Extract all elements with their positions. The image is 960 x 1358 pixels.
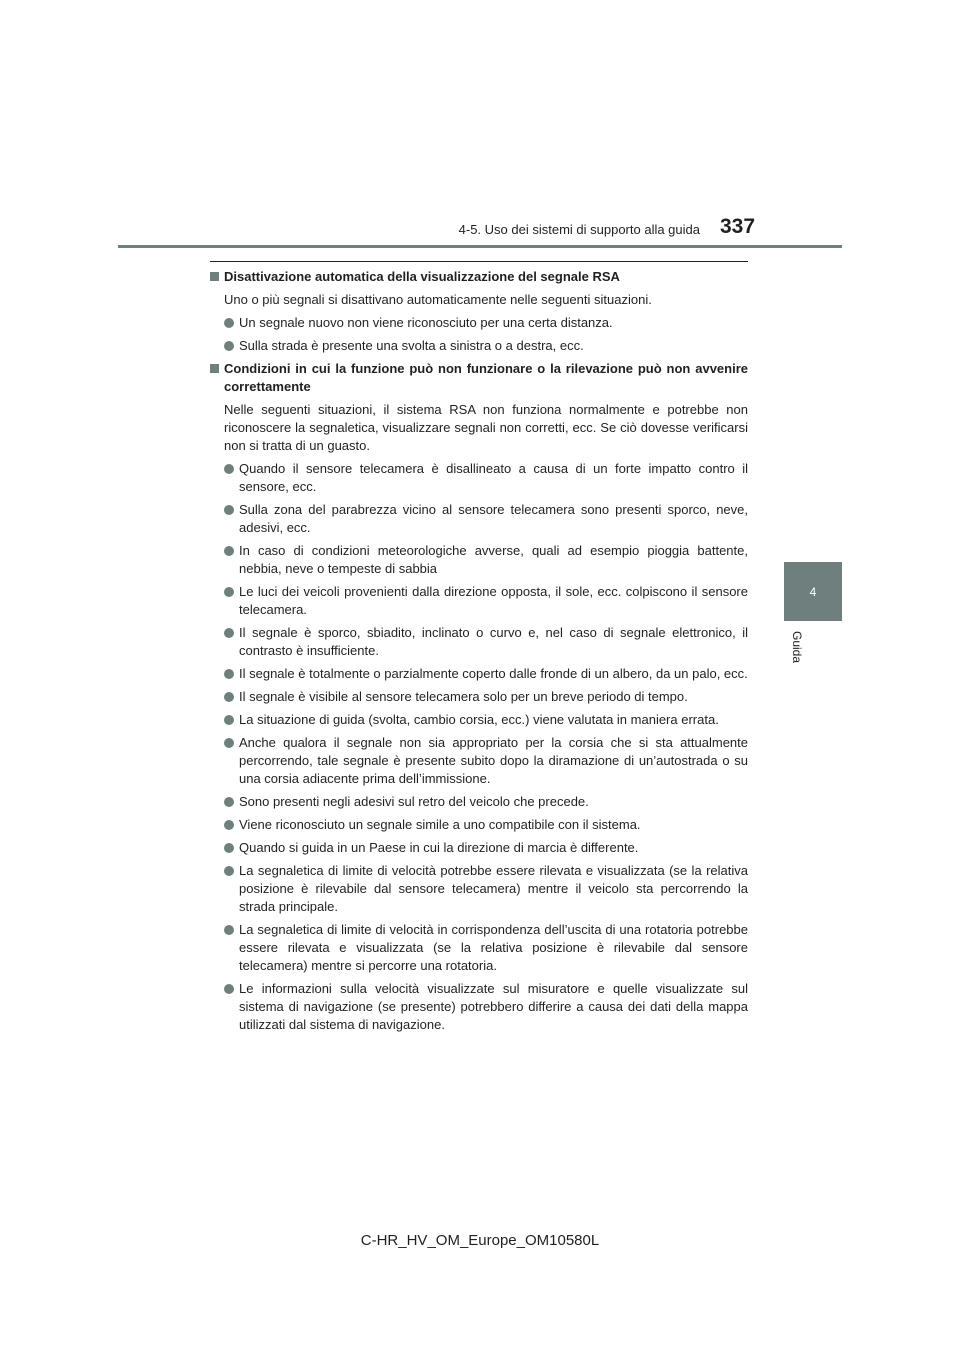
list-item-text: La situazione di guida (svolta, cambio corsia, ecc.) viene valutata in maniera errata.: [239, 712, 719, 727]
chapter-tab[interactable]: [784, 562, 842, 621]
list-item-text: Anche qualora il segnale non sia appropriato per la corsia che si sta attualmente percorrendo, tale segnale è presente subito dopo la diramazione di un’autostrada o su una corsia adiacente prima dell’immissione.: [239, 735, 748, 786]
round-bullet-icon: [224, 925, 234, 935]
list-item-text: Il segnale è totalmente o parzialmente coperto dalle fronde di un albero, da un palo, ecc.: [239, 666, 748, 681]
square-bullet-icon: [210, 364, 219, 373]
list-item-text: La segnaletica di limite di velocità in corrispondenza dell’uscita di una rotatoria potrebbe essere rilevata e visualizzata (se la relativa posizione è rilevabile dal sensore telecamera) mentre si percorre una rotatoria.: [239, 922, 748, 973]
section-heading-text: Disattivazione automatica della visualizzazione del segnale RSA: [224, 269, 620, 284]
round-bullet-icon: [224, 866, 234, 876]
list-item: [210, 337, 748, 355]
round-bullet-icon: [224, 546, 234, 556]
chapter-label: Guida: [790, 630, 804, 664]
round-bullet-icon: [224, 797, 234, 807]
list-item-text: Sulla zona del parabrezza vicino al sensore telecamera sono presenti sporco, neve, adesivi, ecc.: [239, 502, 748, 535]
header-divider: [118, 245, 842, 248]
list-item-text: Il segnale è sporco, sbiadito, inclinato o curvo e, nel caso di segnale elettronico, il contrasto è insufficiente.: [239, 625, 748, 658]
round-bullet-icon: [224, 715, 234, 725]
list-item: [210, 734, 748, 788]
content-top-divider: [210, 261, 748, 262]
section-intro: Uno o più segnali si disattivano automaticamente nelle seguenti situazioni.: [224, 292, 652, 307]
list-item: [210, 665, 748, 683]
list-item-text: Le luci dei veicoli provenienti dalla direzione opposta, il sole, ecc. colpiscono il sensore telecamera.: [239, 584, 748, 617]
list-item: [210, 711, 748, 729]
list-item: [210, 862, 748, 916]
list-item-text: Sulla strada è presente una svolta a sinistra o a destra, ecc.: [239, 338, 584, 353]
list-item-text: In caso di condizioni meteorologiche avverse, quali ad esempio pioggia battente, nebbia, neve o tempeste di sabbia: [239, 543, 748, 576]
round-bullet-icon: [224, 820, 234, 830]
page-number: 337: [720, 215, 756, 238]
list-item: [210, 816, 748, 834]
chapter-label-container: [782, 622, 812, 672]
list-item-text: La segnaletica di limite di velocità potrebbe essere rilevata e visualizzata (se la relativa posizione è rilevabile dal sensore telecamera) mentre il veicolo sta percorrendo la strada principale.: [239, 863, 748, 914]
list-item: [210, 583, 748, 619]
round-bullet-icon: [224, 738, 234, 748]
round-bullet-icon: [224, 587, 234, 597]
square-bullet-icon: [210, 272, 219, 281]
list-item: [210, 314, 748, 332]
list-item: [210, 839, 748, 857]
list-item: [210, 624, 748, 660]
round-bullet-icon: [224, 318, 234, 328]
list-item: [210, 980, 748, 1034]
round-bullet-icon: [224, 341, 234, 351]
section-heading: [210, 360, 748, 396]
list-item-text: Le informazioni sulla velocità visualizzate sul misuratore e quelle visualizzate sul sistema di navigazione (se presente) potrebbero differire a causa dei dati della mappa utilizzati dal sistema di navigazione.: [239, 981, 748, 1032]
section-heading-text: Condizioni in cui la funzione può non funzionare o la rilevazione può non avvenire correttamente: [224, 361, 748, 394]
round-bullet-icon: [224, 464, 234, 474]
list-item: [210, 542, 748, 578]
section-intro: Nelle seguenti situazioni, il sistema RSA non funziona normalmente e potrebbe non riconoscere la segnaletica, visualizzare segnali non corretti, ecc. Se ciò dovesse verificarsi non si tratta di un guasto.: [224, 402, 748, 453]
round-bullet-icon: [224, 984, 234, 994]
round-bullet-icon: [224, 628, 234, 638]
list-item-text: Quando il sensore telecamera è disallineato a causa di un forte impatto contro il sensore, ecc.: [239, 461, 748, 494]
list-item-text: Quando si guida in un Paese in cui la direzione di marcia è differente.: [239, 840, 639, 855]
document-code: C-HR_HV_OM_Europe_OM10580L: [360, 1232, 600, 1249]
chapter-number: 4: [809, 584, 817, 599]
round-bullet-icon: [224, 692, 234, 702]
round-bullet-icon: [224, 669, 234, 679]
list-item-text: Il segnale è visibile al sensore telecamera solo per un breve periodo di tempo.: [239, 689, 688, 704]
list-item-text: Un segnale nuovo non viene riconosciuto per una certa distanza.: [239, 315, 613, 330]
list-item-text: Viene riconosciuto un segnale simile a uno compatibile con il sistema.: [239, 817, 641, 832]
section-title: 4-5. Uso dei sistemi di supporto alla guida: [458, 222, 700, 237]
list-item-text: Sono presenti negli adesivi sul retro del veicolo che precede.: [239, 794, 589, 809]
round-bullet-icon: [224, 505, 234, 515]
round-bullet-icon: [224, 843, 234, 853]
page-content: [210, 268, 748, 1039]
list-item: [210, 793, 748, 811]
section-heading: [210, 268, 748, 286]
list-item: [210, 688, 748, 706]
list-item: [210, 460, 748, 496]
list-item: [210, 501, 748, 537]
list-item: [210, 921, 748, 975]
